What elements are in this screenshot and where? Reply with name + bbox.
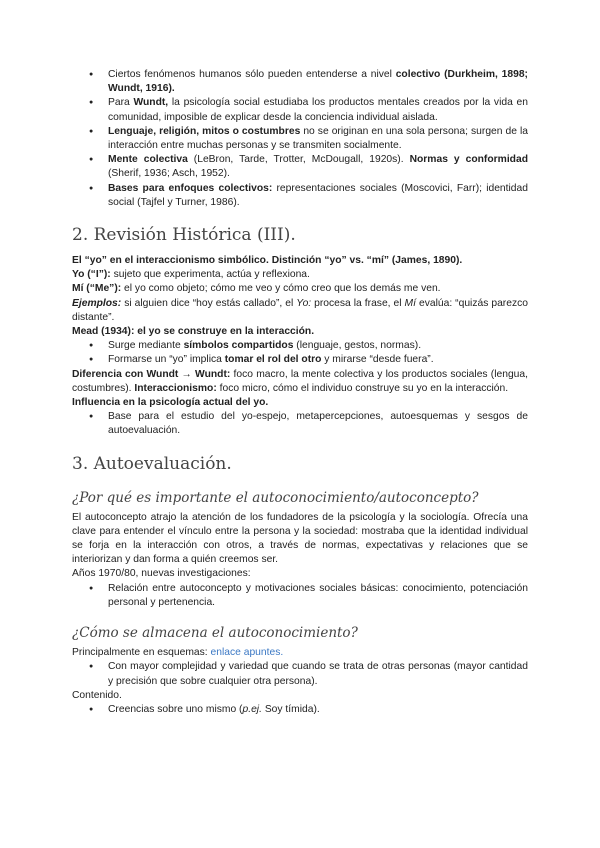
subheading-storage: ¿Cómo se almacena el autoconocimiento?	[72, 625, 358, 642]
list-item: ● Ciertos fenómenos humanos sólo pueden entenderse a nivel colectivo (Durkheim, 1898; Wundt, 1916).	[108, 68, 528, 96]
subheading-importance: ¿Por qué es importante el autoconocimiento/autoconcepto?	[72, 489, 479, 506]
examples-paragraph: Ejemplos: si alguien dice “hoy estás callado”, el Yo: procesa la frase, el Mí evalúa: “quizás parezco distante”.	[72, 297, 528, 323]
years-line: Años 1970/80, nuevas investigaciones:	[72, 568, 251, 580]
list-item: ● Relación entre autoconcepto y motivaciones sociales básicas: conocimiento, potenciación personal y pertenencia.	[108, 582, 528, 610]
list-item: ● Creencias sobre uno mismo (p.ej. Soy tímida).	[108, 703, 528, 717]
list-item: ● Base para el estudio del yo-espejo, metapercepciones, autoesquemas y sesgos de autoevaluación.	[108, 410, 528, 438]
list-item: ● Con mayor complejidad y variedad que cuando se trata de otras personas (mayor cantidad y precisión que sobre cualquier otra persona).	[108, 660, 528, 688]
list-item: ● Para Wundt, la psicología social estudiaba los productos mentales creados por la vida en comunidad, imposible de explicar desde la conciencia individual aislada.	[108, 96, 528, 124]
notes-link[interactable]: enlace apuntes.	[210, 647, 284, 659]
yo-definition: Yo (“I”): sujeto que experimenta, actúa y reflexiona.	[72, 269, 310, 281]
list-item: ● Formarse un “yo” implica tomar el rol del otro y mirarse “desde fuera”.	[108, 353, 528, 367]
collective-bullet-list	[72, 68, 528, 210]
list-item: ● Mente colectiva (LeBron, Tarde, Trotter, McDougall, 1920s). Normas y conformidad (Sherif, 1936; Asch, 1952).	[108, 153, 528, 181]
research-bullet-list	[72, 582, 528, 610]
influence-bullet-list	[72, 410, 528, 438]
selfconcept-paragraph: El autoconcepto atrajo la atención de los fundadores de la psicología y la sociología. Ofrecía una clave para entender el vínculo entre la persona y la sociedad: mostraba que la identidad individual se forja en la interacción con otros, a través de normas, expectativas y relaciones que se interiorizan y dan forma a quién creemos ser.	[72, 511, 528, 566]
mi-definition: Mí (“Me”): el yo como objeto; cómo me veo y cómo creo que los demás me ven.	[72, 283, 441, 295]
influence-heading: Influencia en la psicología actual del yo.	[72, 397, 269, 409]
section-subtitle: El “yo” en el interaccionismo simbólico. Distinción “yo” vs. “mí” (James, 1890).	[72, 255, 463, 267]
mead-bullet-list	[72, 339, 528, 367]
content-bullet-list	[72, 703, 528, 717]
section-heading-autoevaluacion: 3. Autoevaluación.	[72, 453, 232, 474]
schemas-bullet-list	[72, 660, 528, 688]
list-item: ● Lenguaje, religión, mitos o costumbres no se originan en una sola persona; surgen de la interacción entre muchas personas y se transmiten socialmente.	[108, 125, 528, 153]
list-item: ● Surge mediante símbolos compartidos (lenguaje, gestos, normas).	[108, 339, 528, 353]
mead-heading: Mead (1934): el yo se construye en la interacción.	[72, 326, 315, 338]
document-page	[72, 68, 528, 717]
wundt-difference-paragraph: Diferencia con Wundt → Wundt: foco macro, la mente colectiva y los productos sociales (lengua, costumbres). Interaccionismo: foco micro, cómo el individuo construye su yo en la interacción.	[72, 368, 528, 394]
list-item: ● Bases para enfoques colectivos: representaciones sociales (Moscovici, Farr); identidad social (Tajfel y Turner, 1986).	[108, 182, 528, 210]
content-line: Contenido.	[72, 689, 122, 701]
section-heading-revision: 2. Revisión Histórica (III).	[72, 225, 296, 246]
schemas-line: Principalmente en esquemas: enlace apuntes.	[72, 647, 284, 659]
